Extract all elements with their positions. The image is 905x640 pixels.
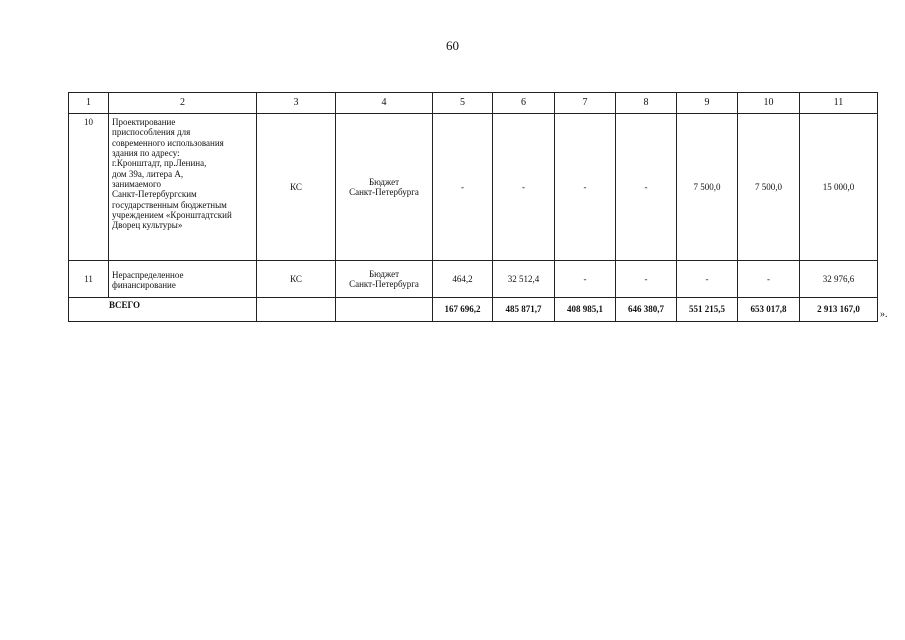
total-value: 485 871,7 bbox=[493, 298, 555, 322]
row-source bbox=[336, 114, 433, 261]
header-cell: 11 bbox=[800, 93, 878, 114]
value-cell: 7 500,0 bbox=[738, 114, 800, 261]
name-line: Проектирование bbox=[112, 117, 176, 127]
source-line: Бюджет bbox=[368, 268, 400, 279]
value-cell: 15 000,0 bbox=[800, 114, 878, 261]
total-row bbox=[69, 298, 878, 322]
header-cell: 3 bbox=[257, 93, 336, 114]
table-header-row bbox=[69, 93, 878, 114]
name-line: здания по адресу: bbox=[112, 148, 180, 159]
value-cell: 32 976,6 bbox=[800, 261, 878, 298]
total-label: ВСЕГО bbox=[69, 298, 257, 322]
header-cell: 8 bbox=[616, 93, 677, 114]
value-cell: - bbox=[493, 114, 555, 261]
value-cell: 464,2 bbox=[433, 261, 493, 298]
header-cell: 10 bbox=[738, 93, 800, 114]
empty-cell bbox=[336, 298, 433, 322]
value-cell: - bbox=[555, 114, 616, 261]
header-cell: 2 bbox=[109, 93, 257, 114]
empty-cell bbox=[257, 298, 336, 322]
name-line: учреждением «Кронштадтский bbox=[112, 210, 232, 221]
row-number: 10 bbox=[69, 114, 109, 261]
name-line: дом 39а, литера А, bbox=[112, 168, 184, 179]
header-cell: 6 bbox=[493, 93, 555, 114]
row-name bbox=[109, 261, 257, 298]
value-cell: - bbox=[555, 261, 616, 298]
source-line: Бюджет bbox=[368, 176, 400, 187]
value-cell: - bbox=[738, 261, 800, 298]
name-line: Нераспределенное bbox=[112, 269, 184, 280]
header-cell: 4 bbox=[336, 93, 433, 114]
budget-table bbox=[68, 92, 878, 322]
row-name bbox=[109, 114, 257, 261]
header-cell: 1 bbox=[69, 93, 109, 114]
total-value: 408 985,1 bbox=[555, 298, 616, 322]
row-code: КС bbox=[257, 114, 336, 261]
value-cell: - bbox=[616, 114, 677, 261]
value-cell: 7 500,0 bbox=[677, 114, 738, 261]
value-cell: 32 512,4 bbox=[493, 261, 555, 298]
table-row bbox=[69, 261, 878, 298]
header-cell: 5 bbox=[433, 93, 493, 114]
total-value: 167 696,2 bbox=[433, 298, 493, 322]
value-cell: - bbox=[677, 261, 738, 298]
page-number: 60 bbox=[446, 38, 459, 53]
name-line: государственным бюджетным bbox=[112, 199, 227, 210]
table-row bbox=[69, 114, 878, 261]
header-cell: 9 bbox=[677, 93, 738, 114]
name-line: современного использования bbox=[112, 137, 224, 148]
total-value: 551 215,5 bbox=[677, 298, 738, 322]
closing-quote-mark: ». bbox=[880, 309, 888, 320]
name-line: Дворец культуры» bbox=[112, 220, 183, 231]
name-line: Санкт-Петербургским bbox=[112, 189, 197, 200]
row-number: 11 bbox=[69, 261, 109, 298]
name-line: г.Кронштадт, пр.Ленина, bbox=[112, 158, 207, 169]
header-cell: 7 bbox=[555, 93, 616, 114]
name-line: финансирование bbox=[112, 280, 176, 290]
row-code: КС bbox=[257, 261, 336, 298]
source-line: Санкт-Петербурга bbox=[349, 187, 419, 197]
total-value: 646 380,7 bbox=[616, 298, 677, 322]
source-line: Санкт-Петербурга bbox=[349, 279, 419, 289]
value-cell: - bbox=[616, 261, 677, 298]
total-value: 2 913 167,0 bbox=[800, 298, 878, 322]
total-value: 653 017,8 bbox=[738, 298, 800, 322]
name-line: занимаемого bbox=[112, 179, 161, 190]
row-source bbox=[336, 261, 433, 298]
value-cell: - bbox=[433, 114, 493, 261]
name-line: приспособления для bbox=[112, 127, 191, 138]
